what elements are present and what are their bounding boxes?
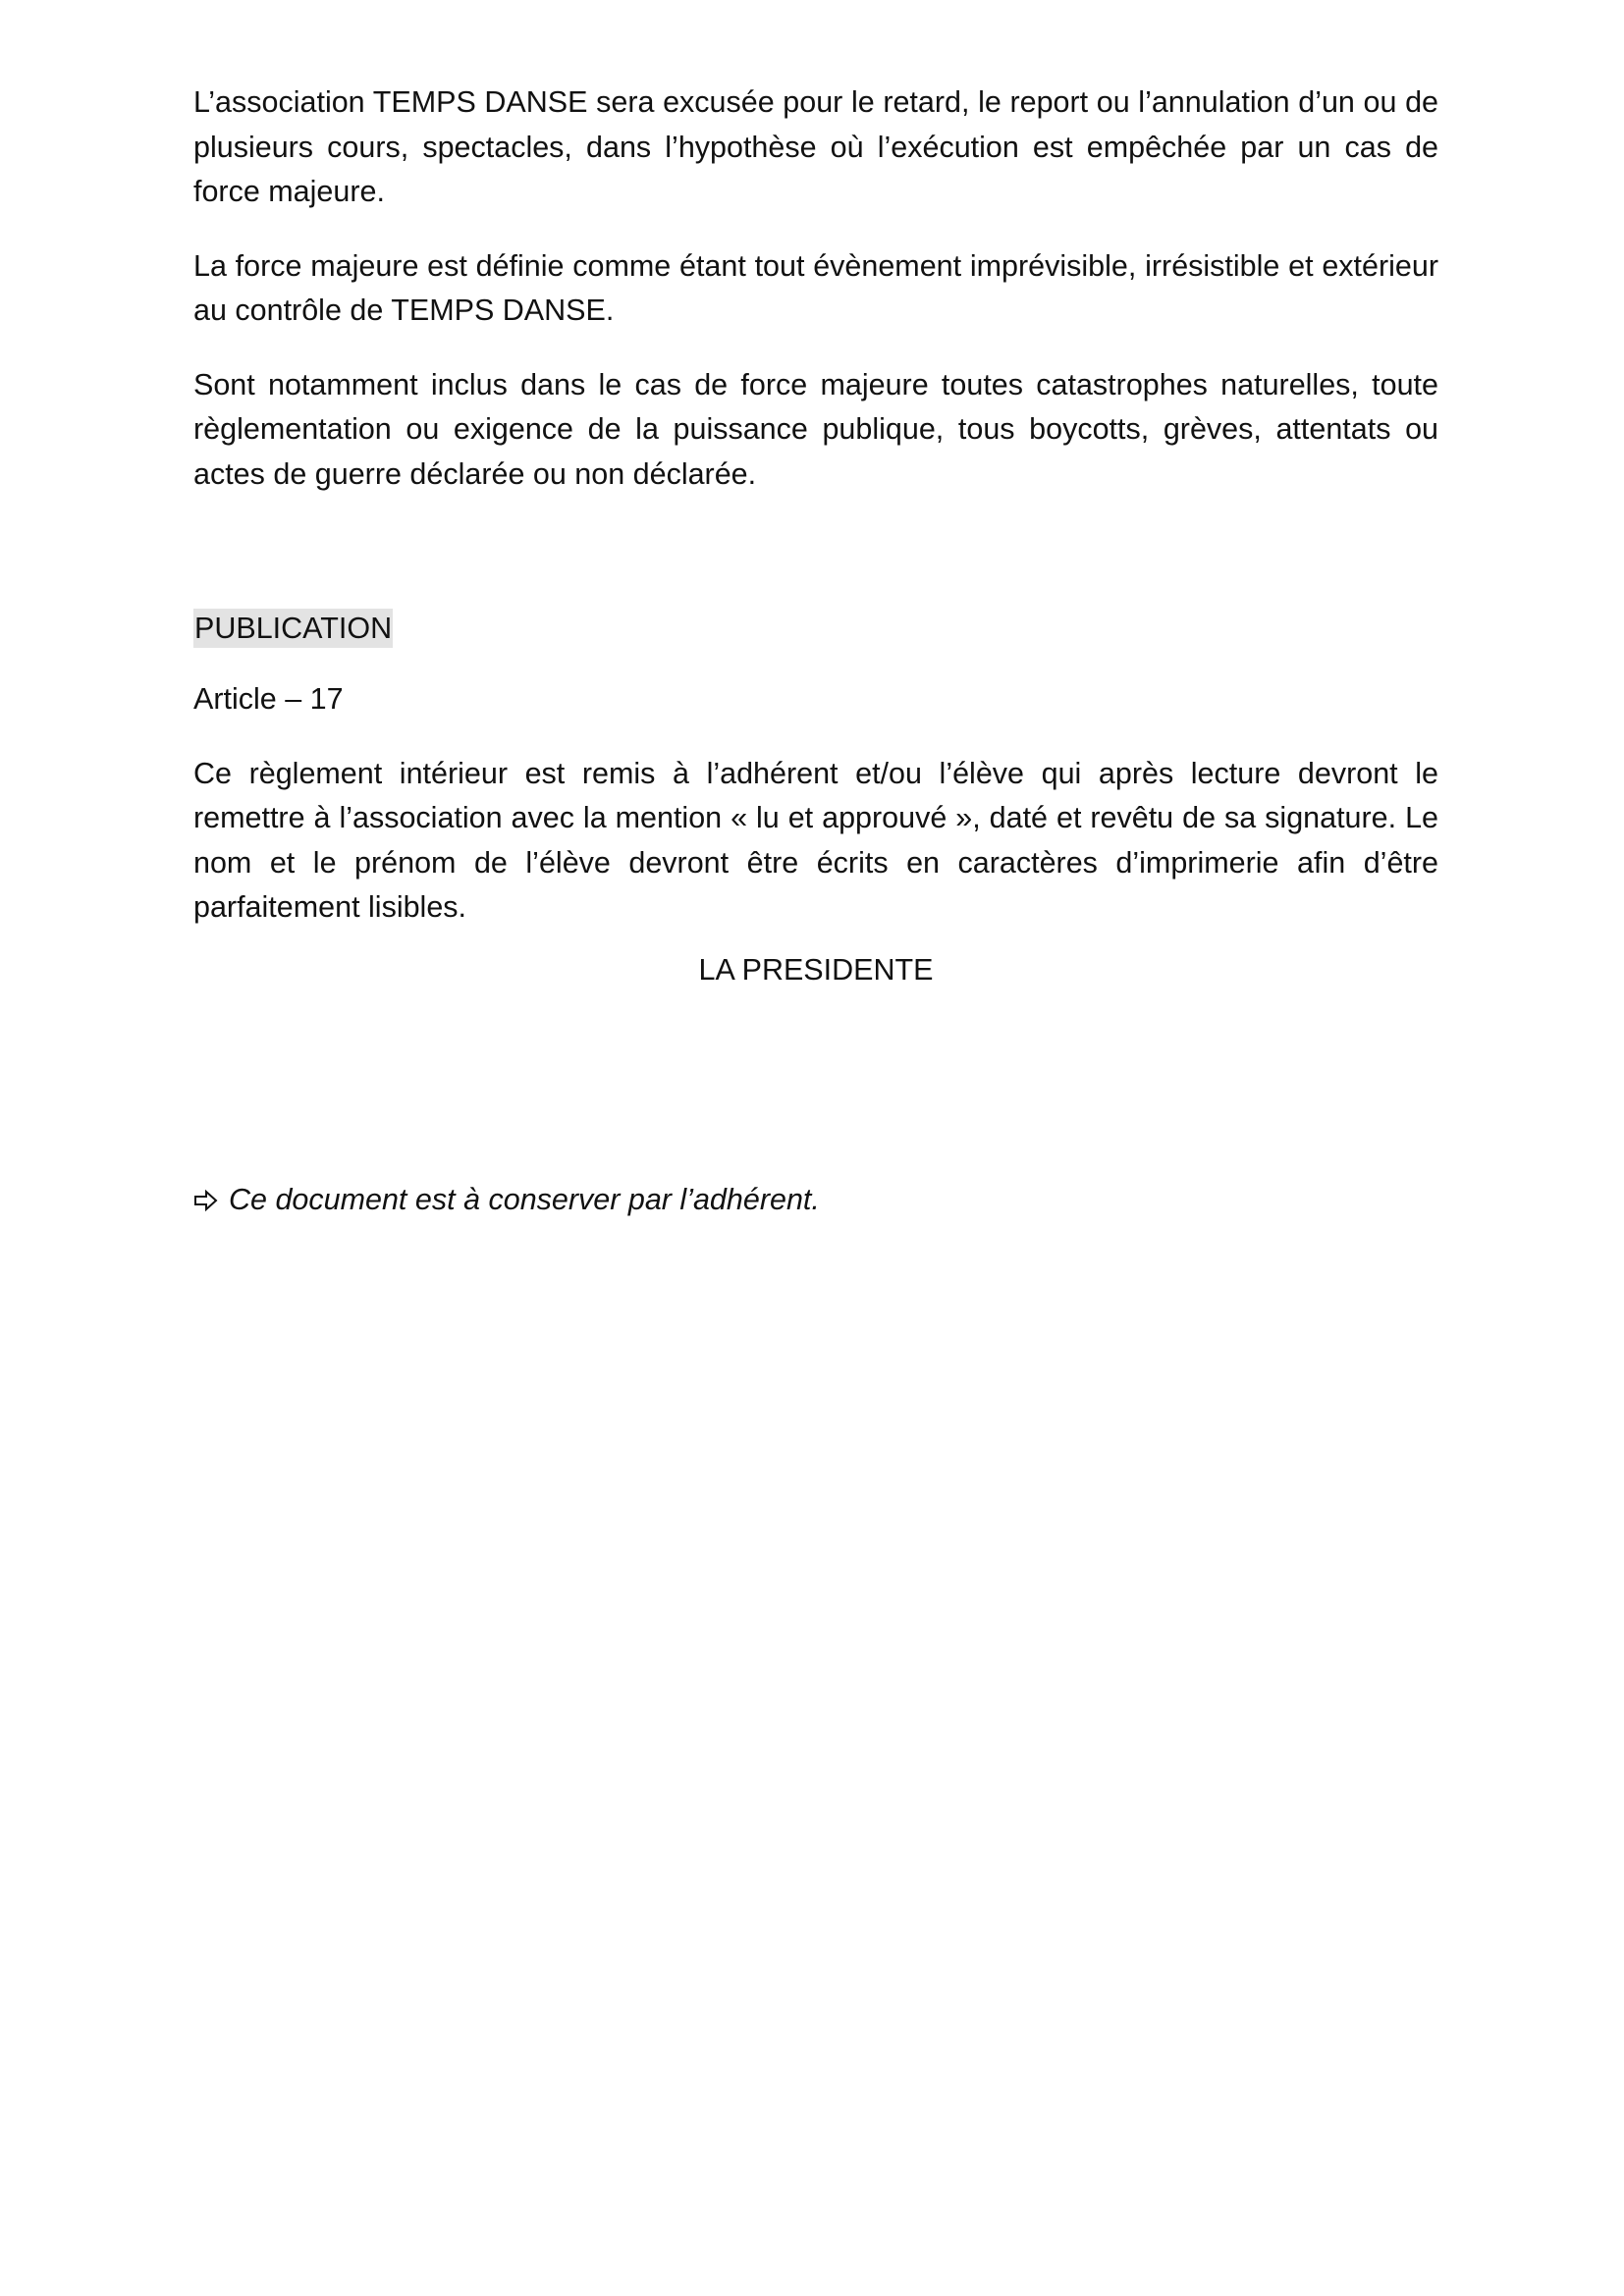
signature-title: LA PRESIDENTE [698, 952, 934, 987]
conservation-note-text: Ce document est à conserver par l’adhérent. [229, 1183, 820, 1216]
outline-right-arrow-icon [193, 1181, 219, 1226]
force-majeure-intro-paragraph: L’association TEMPS DANSE sera excusée pour le retard, le report ou l’annulation d’un ou de plusieurs cours, spectacles, dans l’hypothèse où l’exécution est empêchée par un cas de force majeure. [193, 85, 1438, 208]
section-spacer [193, 526, 1438, 609]
article-label: Article – 17 [193, 682, 344, 716]
force-majeure-definition-paragraph: La force majeure est définie comme étant tout évènement imprévisible, irrésistible et extérieur au contrôle de TEMPS DANSE. [193, 248, 1438, 327]
document-body [193, 80, 1438, 992]
force-majeure-examples-paragraph: Sont notamment inclus dans le cas de force majeure toutes catastrophes naturelles, toute règlementation ou exigence de la puissance publique, tous boycotts, grèves, attentats ou actes de guerre déclarée ou non déclarée. [193, 367, 1438, 491]
conservation-note [193, 1178, 820, 1226]
publication-heading: PUBLICATION [193, 609, 393, 648]
publication-body-paragraph: Ce règlement intérieur est remis à l’adhérent et/ou l’élève qui après lecture devront le remettre à l’association avec la mention « lu et approuvé », daté et revêtu de sa signature. Le nom et le prénom de l’élève devront être écrits en caractères d’imprimerie afin d’être parfaitement lisibles. [193, 756, 1438, 924]
